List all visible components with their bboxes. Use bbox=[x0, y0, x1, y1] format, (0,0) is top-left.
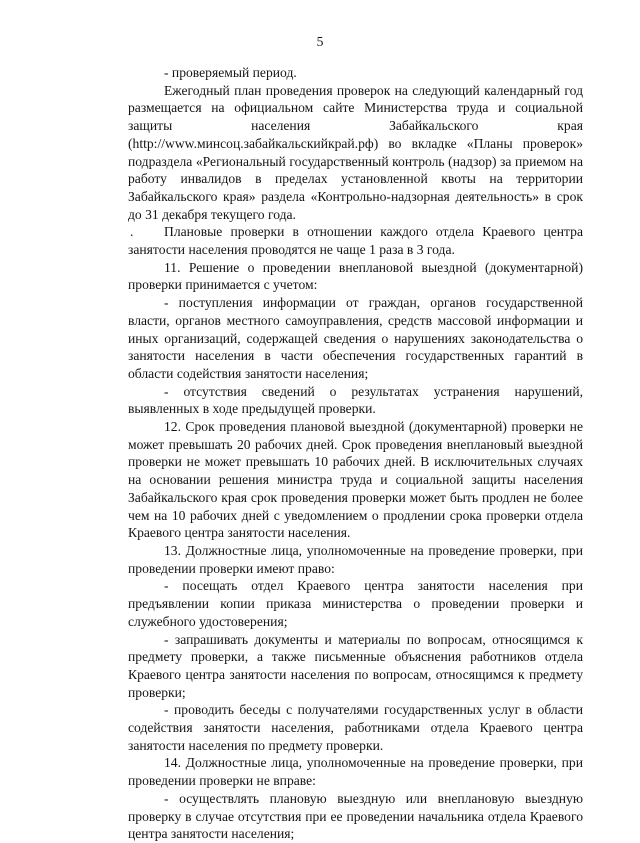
paragraph-annual-plan: Ежегодный план проведения проверок на следующий календарный год размещается на официальном сайте Министерства труда и социальной защиты населения Забайкальского края (http://www.минсоц.забайкальскийкрай.рф) во вкладке «Планы проверок» подраздела «Региональный государственный контроль (надзор) за приемом на работу инвалидов в пределах установленной квоты на территории Забайкальского края» раздела «Контрольно-надзорная деятельность» в срок до 31 декабря текущего года. bbox=[128, 82, 583, 222]
paragraph-13-request-documents: - запрашивать документы и материалы по вопросам, относящимся к предмету проверки, а также письменные объяснения работников отдела Краевого центра занятости населения по вопросам, относящимся к предмету проверки; bbox=[128, 631, 583, 700]
paragraph-11-info-received: - поступления информации от граждан, органов государственной власти, органов местного самоуправления, средств массовой информации и иных организаций, содержащей сведения о нарушениях законодательства о занятости населения в части обеспечения государственных гарантий в области содействия занятости населения; bbox=[128, 295, 583, 381]
paragraph-14-no-check-without-head: - осуществлять плановую выездную или внеплановую выездную проверку в случае отсутствия при ее проведении начальника отдела Краевого центра занятости населения; bbox=[128, 790, 583, 842]
paragraph-checked-period: - проверяемый период. bbox=[164, 65, 297, 80]
paragraph-11-no-remediation-info: - отсутствия сведений о результатах устранения нарушений, выявленных в ходе предыдущей проверки. bbox=[128, 383, 583, 417]
paragraph-scheduled-checks bbox=[128, 223, 583, 258]
paragraph-13-hold-conversations: - проводить беседы с получателями государственных услуг в области содействия занятости населения, работниками отдела Краевого центра занятости населения по предмету проверки. bbox=[128, 702, 583, 753]
paragraph-14-officials-restrictions: 14. Должностные лица, уполномоченные на проведение проверки, при проведении проверки не вправе: bbox=[128, 755, 583, 789]
stray-dot-mark: . bbox=[130, 224, 134, 240]
paragraph-13-officials-rights: 13. Должностные лица, уполномоченные на проведение проверки, при проведении проверки имеют право: bbox=[128, 542, 583, 576]
page-number: 5 bbox=[316, 34, 324, 49]
paragraph-scheduled-checks-text: Плановые проверки в отношении каждого отдела Краевого центра занятости населения проводятся не чаще 1 раза в 3 года. bbox=[128, 224, 583, 258]
paragraph-13-visit-department: - посещать отдел Краевого центра занятости населения при предъявлении копии приказа министерства о проведении проверки и служебного удостоверения; bbox=[128, 578, 583, 629]
paragraph-12-check-duration: 12. Срок проведения плановой выездной (документарной) проверки не может превышать 20 рабочих дней. Срок проведения внеплановый выездной проверки не может превышать 10 рабочих дней. В исключительных случаях на основании решения министра труда и социальной защиты населения Забайкальского края срок проведения проверки может быть продлен не более чем на 10 рабочих дней с уведомлением о продлении срока проверки отдела Краевого центра занятости населения. bbox=[128, 419, 583, 541]
paragraph-11-unscheduled-decision: 11. Решение о проведении внеплановой выездной (документарной) проверки принимается с учетом: bbox=[128, 259, 583, 293]
document-body bbox=[128, 64, 583, 843]
